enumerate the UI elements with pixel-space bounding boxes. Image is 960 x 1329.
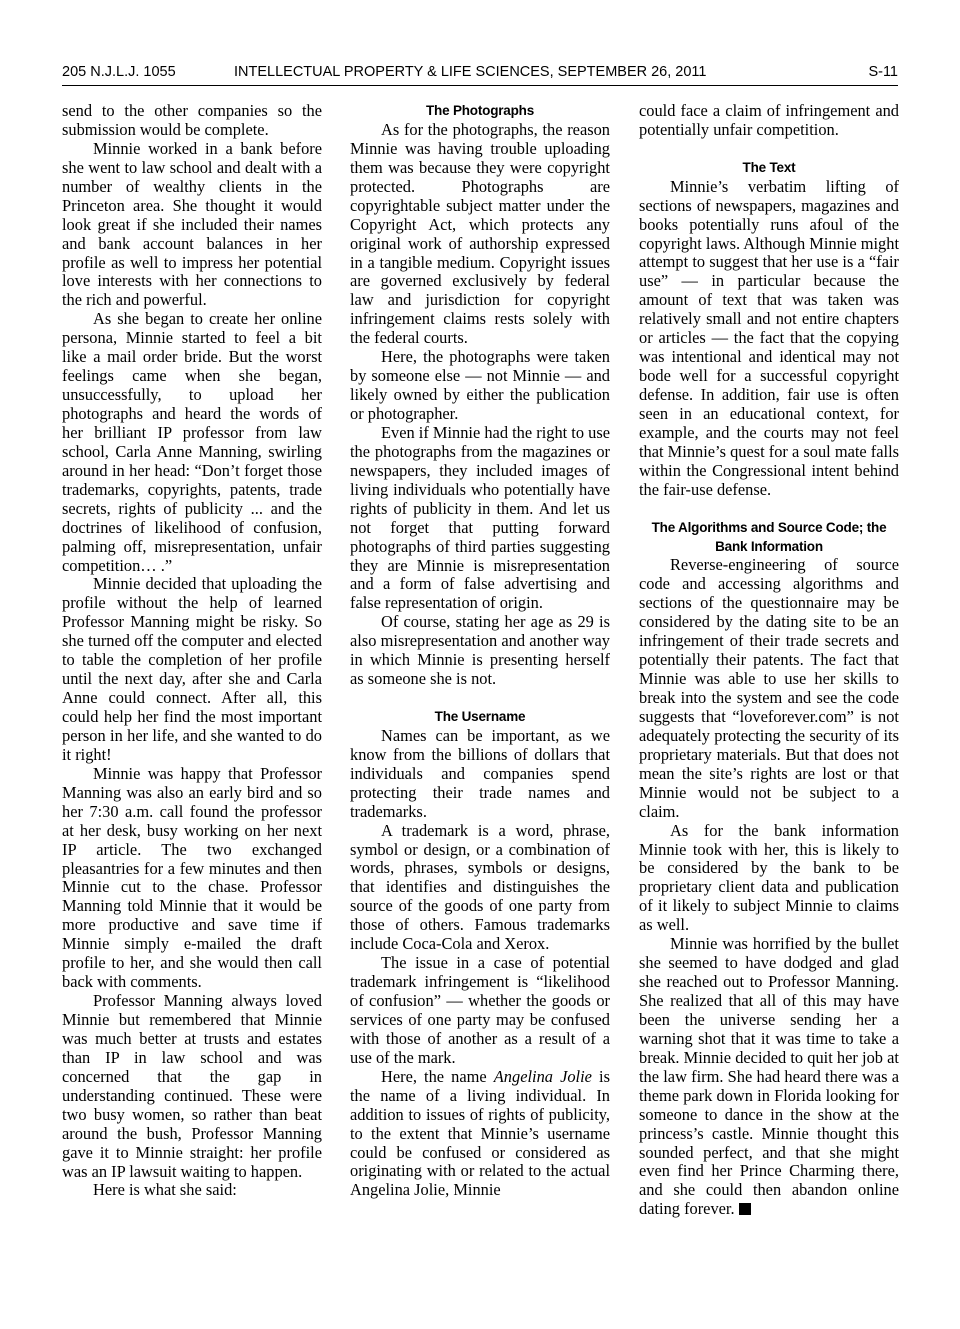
header-page-number: S-11	[868, 64, 898, 80]
paragraph: Minnie’s verbatim lifting of sections of newspapers, magazines and books potentially runs afoul of the copyright laws. Although Minnie might attempt to suggest that her use is a “fair use” — in particular because the amount of text that was taken was relatively small and not entire chapters or articles — the fact that the copying was intentional and identical may not bode well for a successful copyright defense. In addition, fair use is often seen in an educational context, for example, and the courts may not feel that Minnie’s quest for a soul mate falls within the Congressional intent behind the fair-use defense.	[639, 176, 899, 499]
paragraph: Minnie worked in a bank before she went to law school and dealt with a number of wealthy clients in the Princeton area. She thought it would look great if she included their names and bank account balances in her profile as well to impress her potential love interests with her connections to the rich and powerful.	[62, 138, 322, 310]
paragraph: Names can be important, as we know from the billions of dollars that individuals and companies spend protecting their trade names and trademarks.	[350, 725, 610, 821]
section-heading-algorithms: The Algorithms and Source Code; the Bank Information	[651, 519, 887, 554]
page-header	[62, 64, 898, 86]
paragraph: As for the photographs, the reason Minnie was having trouble uploading them was because they were copyright protected. Photographs are copyrightable subject matter under the Copyright Act, which protects any original work of authorship expressed in a tangible medium. Copyright issues are governed exclusively by federal law and jurisdiction for copyright infringement claims rests solely with the federal courts.	[350, 119, 610, 348]
paragraph: A trademark is a word, phrase, symbol or design, or a combination of words, phrases, symbols or designs, that identifies and distinguishes the source of the goods of one party from those of others. Famous trademarks include Coca-Cola and Xerox.	[350, 820, 610, 954]
paragraph: Reverse-engineering of source code and accessing algorithms and sections of the questionnaire may be considered by the dating site to be an infringement of their trade secrets and potentially their patents. The fact that Minnie was able to use her skills to break into the system and see the code suggests that “loveforever.com” is not adequately protecting the security of its proprietary materials. But that does not mean the site’s rights are lost or that Minnie would not be subject to a claim.	[639, 555, 899, 821]
paragraph: send to the other companies so the submission would be complete.	[62, 101, 322, 139]
paragraph: As she began to create her online persona, Minnie started to feel a bit like a mail order bride. But the worst feelings came when she began, unsuccessfully, to upload her photographs and heard the words of her brilliant IP professor from law school, Carla Anne Manning, swirling around in her head: “Don’t forget those trademarks, copyrights, patents, trade secrets, rights of publicity ... and the doctrines of likelihood of confusion, palming off, misrepresentation, unfair competition… .”	[62, 309, 322, 575]
paragraph: As for the bank information Minnie took with her, this is likely to be considered by the bank to be proprietary client data and publication of it likely to subject Minnie to claims as well.	[639, 820, 899, 935]
paragraph: could face a claim of infringement and potentially unfair competition.	[639, 101, 899, 139]
paragraph: Professor Manning always loved Minnie but remembered that Minnie was much better at trusts and estates than IP in law school and was concerned that the gap in understanding continued. These were two busy women, so rather than beat around the bush, Professor Manning gave it to Minnie straight: her profile was an IP lawsuit waiting to happen.	[62, 991, 322, 1181]
header-publication: INTELLECTUAL PROPERTY & LIFE SCIENCES, SEPTEMBER 26, 2011	[234, 64, 707, 80]
paragraph: Minnie was happy that Professor Manning was also an early bird and so her 7:30 a.m. call found the professor at her desk, busy working on her next IP article. The two exchanged pleasantries for a few minutes and then Minnie cut to the chase. Professor Manning told Minnie that it would be more productive and save time if Minnie simply e-mailed the draft profile to her, and she would then call back with comments.	[62, 763, 322, 992]
text-run: Here, the name	[381, 1066, 494, 1086]
text-run: is the name of a living individual. In addition to issues of rights of publicity, to the extent that Minnie’s username could be confused or considered as originating with or related to the actual Angelina Jolie, Minnie	[350, 1066, 610, 1200]
section-heading-photographs: The Photographs	[426, 103, 534, 118]
paragraph: Even if Minnie had the right to use the photographs from the magazines or newspapers, they included images of living individuals who potentially have rights of publicity in them. And let us not forget that putting forward photographs of third parties suggesting they are Minnie is misrepresentation and a form of false advertising and false representation of origin.	[350, 422, 610, 613]
paragraph: Here is what she said:	[93, 1180, 237, 1200]
paragraph	[350, 1068, 610, 1201]
column-3	[639, 102, 899, 1219]
paragraph: Minnie decided that uploading the profile without the help of learned Professor Manning might be risky. So she turned off the computer and elected to table the completion of her profile until the next day, after she and Carla Anne could connect. After all, this could help her find the most important person in her life, and she wanted to do it right!	[62, 574, 322, 764]
paragraph	[639, 935, 899, 1219]
column-1	[62, 102, 322, 1200]
section-heading-text: The Text	[742, 159, 796, 175]
italic-name: Angelina Jolie	[493, 1066, 592, 1086]
header-citation: 205 N.J.L.J. 1055	[62, 64, 176, 80]
text-run: Minnie was horrified by the bullet she seemed to have dodged and glad she reached out to Professor Manning. She realized that all of this may have been the universe sending her a warning shot that it was time to take a break. Minnie decided to quit her job at the law firm. She had heard there was a theme park down in Florida looking for someone to dance in the show at the princess’s castle. Minnie thought this sounded perfect, and that she might even find her Prince Charming there, and she could then abandon online dating forever.	[639, 934, 899, 1219]
spacer	[639, 500, 899, 519]
spacer	[350, 689, 610, 708]
paragraph: Here, the photographs were taken by someone else — not Minnie — and likely owned by either the publication or photographer.	[350, 347, 610, 423]
end-mark-icon	[739, 1203, 751, 1215]
paragraph: The issue in a case of potential trademark infringement is “likelihood of confusion” — whether the goods or services of one party may be confused with those of another as a result of a use of the mark.	[350, 953, 610, 1067]
paragraph: Of course, stating her age as 29 is also misrepresentation and another way in which Minnie is presenting herself as someone she is not.	[350, 612, 610, 689]
spacer	[639, 140, 899, 159]
header-rule	[62, 85, 898, 86]
section-heading-username: The Username	[434, 708, 526, 724]
column-2	[350, 102, 610, 1200]
